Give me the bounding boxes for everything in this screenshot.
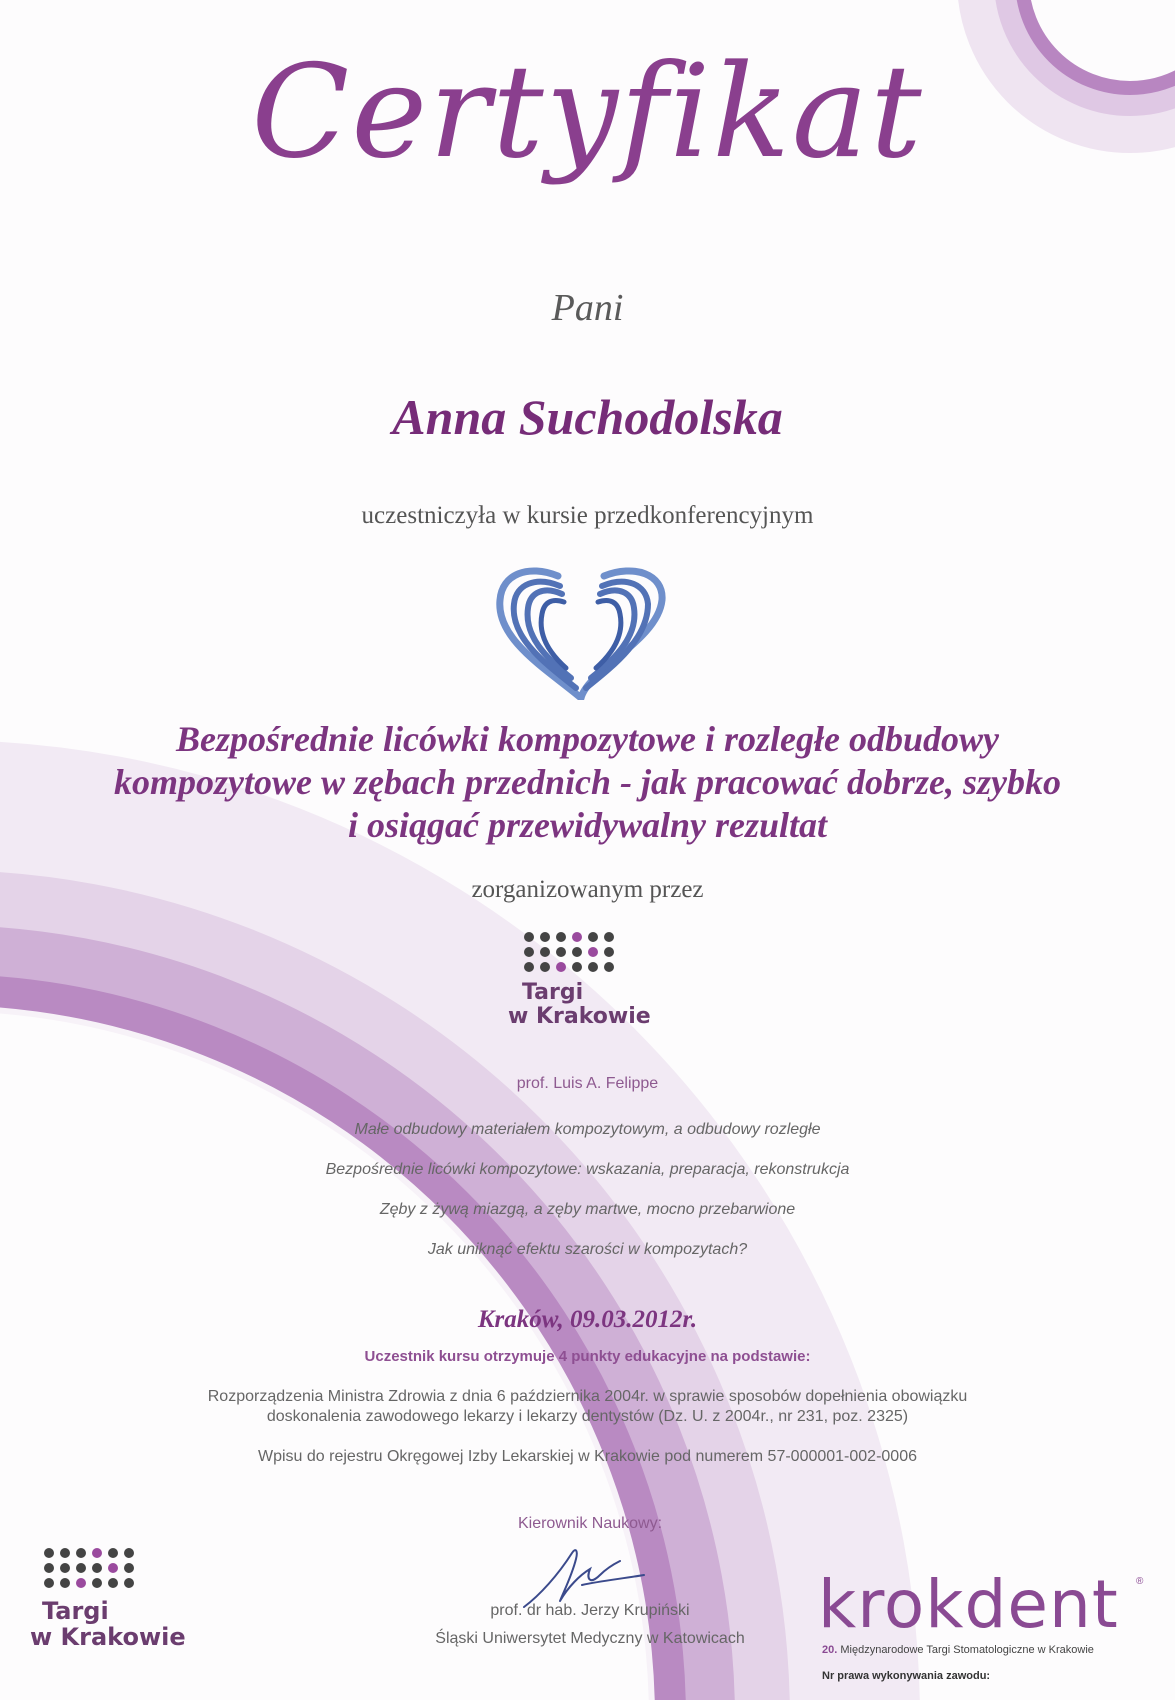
dots-icon <box>44 1548 134 1588</box>
event-name: Międzynarodowe Targi Stomatologiczne w Krakowie <box>840 1644 1094 1656</box>
registered-mark: ® <box>1136 1576 1144 1587</box>
director-label: Kierownik Naukowy: <box>517 1515 663 1532</box>
registry-text: Wpisu do rejestru Okręgowej Izby Lekarskiej w Krakowie pod numerem 57-000001-002-0006 <box>258 1448 917 1465</box>
krokdent-logo <box>818 1566 1144 1690</box>
lecturer-name: prof. Luis A. Felippe <box>516 1075 659 1092</box>
director-name: prof. dr hab. Jerzy Krupiński <box>490 1602 690 1619</box>
logo-line-1: Targi <box>522 980 584 1005</box>
krokdent-subtitle <box>822 1644 1094 1656</box>
logo-line-2: w Krakowie <box>508 1004 651 1029</box>
course-title-line: Bezpośrednie licówki kompozytowe i rozległe odbudowy <box>176 719 999 759</box>
participation-text: uczestniczyła w kursie przedkonferencyjnym <box>361 502 814 529</box>
topic-item: Zęby z żywą miazgą, a zęby martwe, mocno przebarwione <box>379 1201 796 1218</box>
topic-item: Jak uniknąć efektu szarości w kompozytach? <box>427 1241 748 1258</box>
dots-icon <box>524 932 614 972</box>
certificate-title: Certyfikat <box>251 38 924 187</box>
issue-date: Kraków, 09.03.2012r. <box>477 1306 698 1333</box>
heart-logo-icon <box>488 560 674 700</box>
organized-by-text: zorganizowanym przez <box>471 876 704 903</box>
recipient-name: Anna Suchodolska <box>392 389 783 445</box>
bottom-organizer-logo <box>30 1548 190 1658</box>
director-affiliation: Śląski Uniwersytet Medyczny w Katowicach <box>435 1630 745 1647</box>
topic-item: Małe odbudowy materiałem kompozytowym, a odbudowy rozległe <box>354 1121 821 1138</box>
course-title-line: i osiągać przewidywalny rezultat <box>347 805 828 845</box>
course-title-line: kompozytowe w zębach przednich - jak pracować dobrze, szybko <box>114 762 1061 802</box>
logo-line-2: w Krakowie <box>30 1623 186 1651</box>
logo-line-1: Targi <box>42 1597 109 1625</box>
salutation: Pani <box>551 287 624 329</box>
regulation-line: doskonalenia zawodowego lekarzy i lekarzy dentystów (Dz. U. z 2004r., nr 231, poz. 2325) <box>266 1408 909 1425</box>
edition-number: 20. <box>822 1644 838 1656</box>
course-title <box>0 718 1175 847</box>
points-text: Uczestnik kursu otrzymuje 4 punkty edukacyjne na podstawie: <box>364 1348 811 1365</box>
regulation-line: Rozporządzenia Ministra Zdrowia z dnia 6 października 2004r. w sprawie sposobów dopełnienia obowiązku <box>207 1388 968 1405</box>
organizer-logo <box>504 932 674 1037</box>
topic-item: Bezpośrednie licówki kompozytowe: wskazania, preparacja, rekonstrukcja <box>325 1161 850 1178</box>
license-number-label: Nr prawa wykonywania zawodu: <box>822 1670 991 1682</box>
krokdent-wordmark: krokdent <box>818 1566 1119 1643</box>
